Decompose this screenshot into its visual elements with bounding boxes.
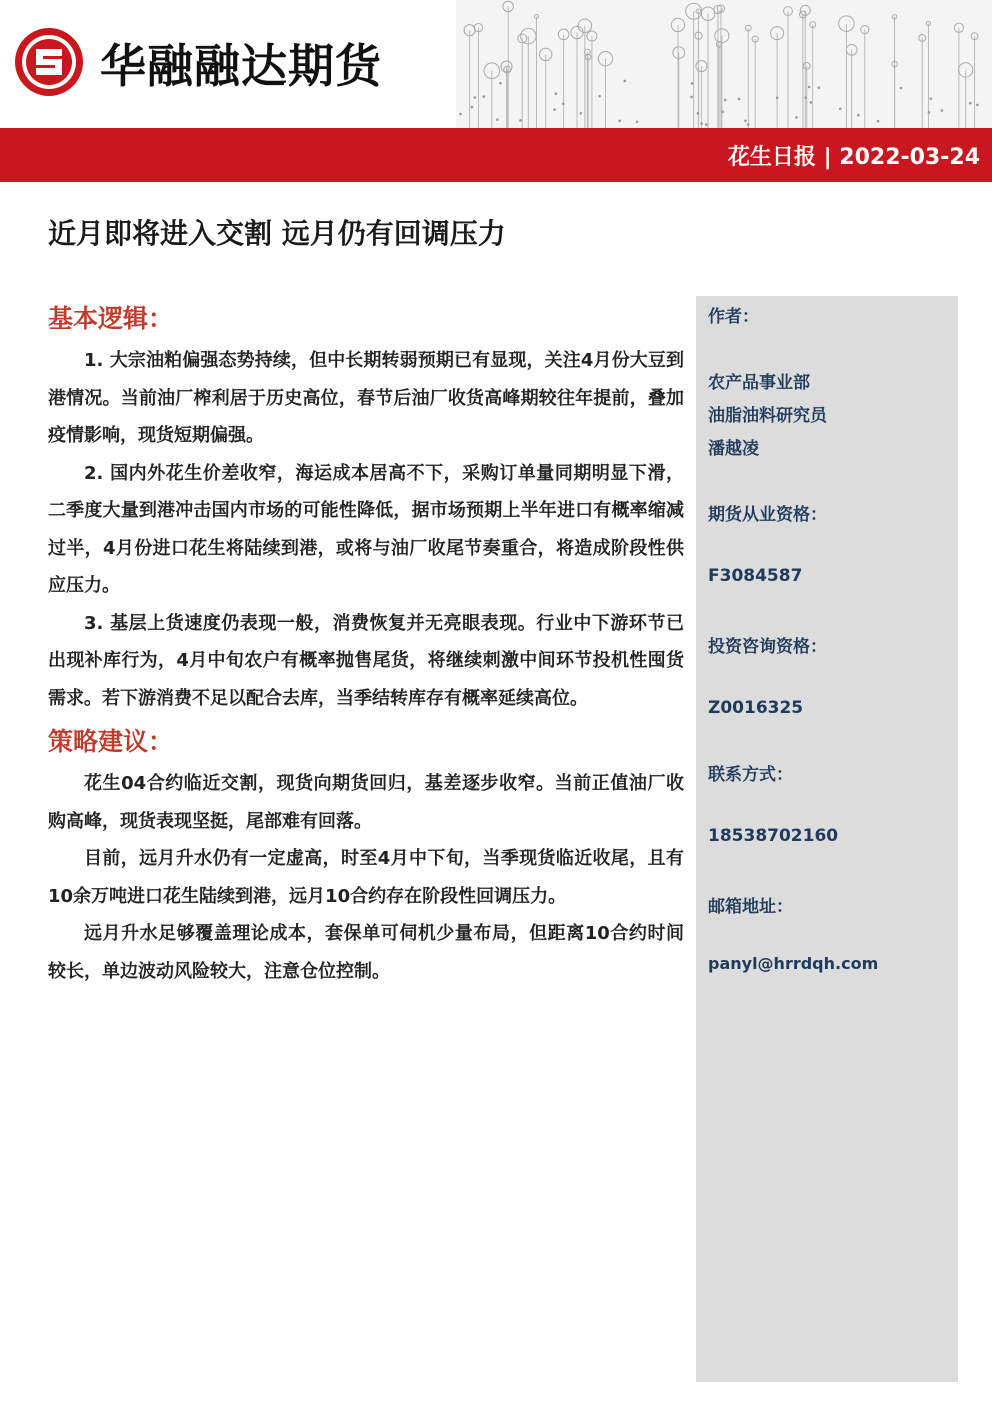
section-heading-strategy: 策略建议：	[48, 727, 174, 756]
contact-value: 18538702160	[708, 826, 839, 846]
invest-qualification-value: Z0016325	[708, 698, 804, 718]
report-banner	[0, 128, 992, 182]
company-logo-icon	[12, 25, 86, 99]
invest-qualification-label: 投资咨询资格：	[708, 637, 827, 657]
futures-qualification-value: F3084587	[708, 566, 803, 586]
author-department: 农产品事业部	[708, 373, 810, 393]
author-sidebar	[696, 296, 958, 1382]
author-label: 作者：	[708, 307, 759, 327]
brand-name: 华融融达期货	[100, 39, 382, 93]
email-value: panyl@hrrdqh.com	[708, 954, 879, 973]
author-role: 油脂油料研究员	[708, 406, 827, 426]
paragraph: 目前，远月升水仍有一定虚高，时至4月中下旬，当季现货临近收尾，且有10余万吨进口花生陆续到港，远月10合约存在阶段性回调压力。	[48, 848, 684, 907]
paragraph: 远月升水足够覆盖理论成本，套保单可伺机少量布局，但距离10合约时间较长，单边波动风险较大，注意仓位控制。	[48, 923, 684, 982]
section-logic	[48, 342, 684, 717]
email-label: 邮箱地址：	[708, 897, 793, 917]
decorative-pattern	[456, 0, 992, 128]
document-title: 近月即将进入交割 远月仍有回调压力	[48, 217, 506, 250]
paragraph: 2. 国内外花生价差收窄，海运成本居高不下，采购订单量同期明显下滑，二季度大量到港冲击国内市场的可能性降低，据市场预期上半年进口有概率缩减过半，4月份进口花生将陆续到港，或将与油厂收尾节奏重合，将造成阶段性供应压力。	[48, 462, 684, 596]
main-content	[48, 300, 684, 990]
paragraph: 1. 大宗油粕偏强态势持续，但中长期转弱预期已有显现，关注4月份大豆到港情况。当前油厂榨利居于历史高位，春节后油厂收货高峰期较往年提前，叠加疫情影响，现货短期偏强。	[48, 350, 684, 446]
contact-label: 联系方式：	[708, 765, 793, 785]
page-header	[0, 0, 992, 130]
author-name: 潘越凌	[708, 439, 759, 459]
paragraph: 3. 基层上货速度仍表现一般，消费恢复并无亮眼表现。行业中下游环节已出现补库行为，4月中旬农户有概率抛售尾货，将继续刺激中间环节投机性囤货需求。若下游消费不足以配合去库，当季结转库存有概率延续高位。	[48, 612, 684, 709]
futures-qualification-label: 期货从业资格：	[708, 505, 827, 525]
paragraph: 花生04合约临近交割，现货向期货回归，基差逐步收窄。当前正值油厂收购高峰，现货表现坚挺，尾部难有回落。	[48, 773, 684, 832]
report-type-date: 花生日报 | 2022-03-24	[727, 145, 980, 170]
section-heading-logic: 基本逻辑：	[48, 304, 174, 333]
section-strategy	[48, 765, 684, 990]
